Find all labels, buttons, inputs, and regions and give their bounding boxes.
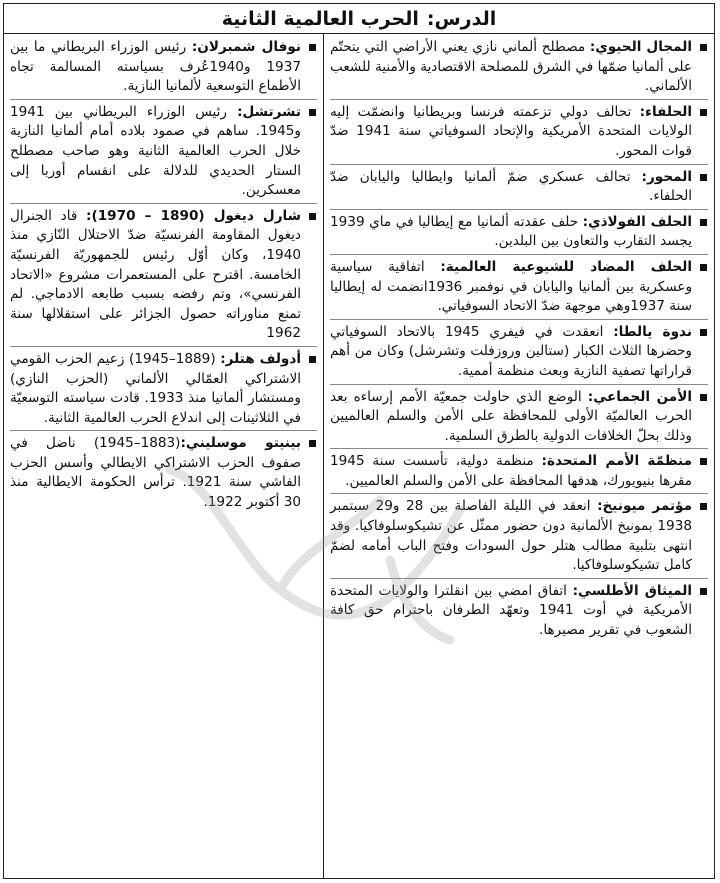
term-definition: انعقد في الليلة الفاصلة بين 28 و29 سبتمبر 1938 بمونيخ الألمانية دون حضور ممثّل عن تشيكوسلوفاكيا. وقد انتهى بتلبية مطالب هتلر حول السودات وفتح الباب أمامه لضمّ كامل تشيكوسلوفاكيا.: [330, 498, 692, 574]
figure-entry: [10, 38, 317, 100]
term-term: الأمن الجماعي:: [587, 388, 692, 405]
square-bullet-icon: [700, 44, 707, 51]
lesson-title-row: [4, 4, 714, 34]
square-bullet-icon: [700, 219, 707, 226]
term-entry: [330, 258, 708, 320]
square-bullet-icon: [700, 329, 707, 336]
term-definition: مصطلح ألماني نازي يعني الأراضي التي يتحتّم على ألمانيا ضمّها في الشرق للمصلحة الاقتصادية والأمنية للشعب الألماني.: [330, 39, 692, 95]
term-term: منظمّة الأمم المتحدة:: [541, 453, 692, 470]
term-term: ندوة يالطا:: [613, 323, 692, 340]
term-definition: اتفاق امضي بين انقلترا والولايات المتحدة الأمريكية في أوت 1941 وتعهّد الطرفان باحترام حق كافة الشعوب في تقرير مصيرها.: [330, 582, 692, 639]
term-entry: [330, 388, 708, 450]
square-bullet-icon: [309, 213, 316, 220]
figure-definition: (1889–1945) زعيم الحزب القومي الاشتراكي العمّالي الألماني (الحزب النازي) ومستشار ألمانيا منذ 1933. قادت سياسته التوسعيّة في الثلاثينات إلى اندلاع الحرب العالمية الثانية.: [10, 350, 301, 426]
term-definition: الوضع الذي حاولت جمعيّة الأمم إرساءه بعد الحرب العالميّة الأولى للمحافظة على الأمن والسلم العالميين وذلك بحلّ الخلافات الدولية بالطرق السلمية.: [330, 388, 692, 444]
definitions-columns: [4, 34, 714, 878]
square-bullet-icon: [700, 264, 707, 271]
figure-entry: [10, 103, 317, 204]
term-term: المجال الحيوي:: [589, 39, 692, 55]
term-entry: [330, 452, 708, 494]
term-definition: تحالف دولي تزعمته فرنسا وبريطانيا وانضمّت إليه الولايات المتحدة الأمريكية والإتحاد السوفياتي سنة 1941 ضدّ قوات المحور.: [330, 103, 692, 159]
square-bullet-icon: [309, 356, 316, 363]
term-definition: تحالف عسكري ضمّ ألمانيا وايطاليا واليابان ضدّ الحلفاء.: [330, 168, 692, 205]
term-term: الحلف المضاد للشيوعية العالمية:: [440, 258, 692, 275]
figure-term: شارل ديغول (1890 – 1970):: [86, 207, 301, 224]
term-entry: [330, 213, 708, 255]
figure-term: بينيتو موسليني:: [180, 435, 301, 452]
lesson-title: الحرب العالمية الثانية: [221, 7, 419, 30]
term-entry: [330, 168, 708, 210]
term-term: المحور:: [641, 168, 692, 185]
square-bullet-icon: [700, 588, 707, 595]
term-definition: انعقدت في فيفري 1945 بالاتحاد السوفياتي وحضرها الثلاث الكبار (ستالين وروزفلت وتشرشل) وكان من أهم قراراتها تصفية النازية وبعث منظمة أممية.: [330, 323, 692, 379]
lesson-sheet: [3, 3, 715, 879]
term-term: الميثاق الأطلسي:: [572, 582, 692, 599]
square-bullet-icon: [700, 394, 707, 401]
square-bullet-icon: [700, 458, 707, 465]
term-term: مؤتمر ميونيخ:: [597, 498, 692, 515]
term-definition: منظمة دولية، تأسست سنة 1945 مقرها بنيويورك، هدفها المحافظة على الأمن والسلم العالميين.: [330, 453, 692, 489]
lesson-label: الدرس:: [426, 7, 497, 30]
term-entry: [330, 103, 708, 165]
figure-term: نوفال شمبرلان:: [191, 39, 302, 55]
term-entry: [330, 582, 708, 641]
terms-column: [323, 34, 714, 878]
figure-entry: [10, 434, 317, 512]
term-entry: [330, 323, 708, 385]
term-term: الحلفاء:: [639, 103, 692, 120]
square-bullet-icon: [700, 174, 707, 181]
figure-entry: [10, 350, 317, 431]
term-term: الحلف الفولاذي:: [582, 213, 692, 230]
square-bullet-icon: [700, 109, 707, 116]
figure-definition: رئيس الوزراء البريطاني بين 1941 و1945. ساهم في صمود بلاده أمام ألمانيا النازية خلال الحرب العالمية الثانية وهو صاحب مصطلح الستار الحديدي للدلالة على انقسام أوربا إلى معسكرين.: [10, 103, 301, 199]
square-bullet-icon: [309, 440, 316, 447]
term-definition: حلف عقدته ألمانيا مع إيطاليا في ماي 1939 يجسد التقارب والتعاون بين البلدين.: [330, 213, 692, 250]
square-bullet-icon: [700, 503, 707, 510]
figures-column: [4, 34, 323, 878]
figure-definition: رئيس الوزراء البريطاني ما بين 1937 و1940عُرف بسياسته المسالمة تجاه الأطماع التوسعية لألمانيا النازية.: [10, 39, 301, 95]
square-bullet-icon: [309, 109, 316, 116]
figure-definition: (1883–1945) ناضل في صفوف الحزب الاشتراكي الايطالي وأسس الحزب الفاشي سنة 1921. ترأس الحكومة الايطالية منذ 30 أكتوبر 1922.: [10, 435, 301, 511]
square-bullet-icon: [309, 44, 316, 51]
term-definition: اتفاقية سياسية وعسكرية بين ألمانيا واليابان في نوفمبر 1936انضمت له إيطاليا سنة 1937وهي موجهة ضدّ الاتحاد السوفياتي.: [330, 258, 693, 315]
term-entry: [330, 497, 708, 578]
figure-term: أدولف هتلر:: [220, 350, 302, 367]
term-entry: [330, 38, 708, 100]
figure-definition: قاد الجنرال ديغول المقاومة الفرنسيّة ضدّ الاحتلال النّازي منذ 1940، وكان أوّل رئيس للجمهوريّة الفرنسيّة الخامسة. اقترح على المستعمرات مشروع «الاتحاد الفرنسي»، وتم رفضه بسبب طابعه الادماجي. لم تمنع مناوراته حصول الجزائر على استقلالها سنة 1962: [10, 207, 301, 342]
figure-entry: [10, 207, 317, 347]
figure-term: تشرتشل:: [237, 103, 301, 120]
